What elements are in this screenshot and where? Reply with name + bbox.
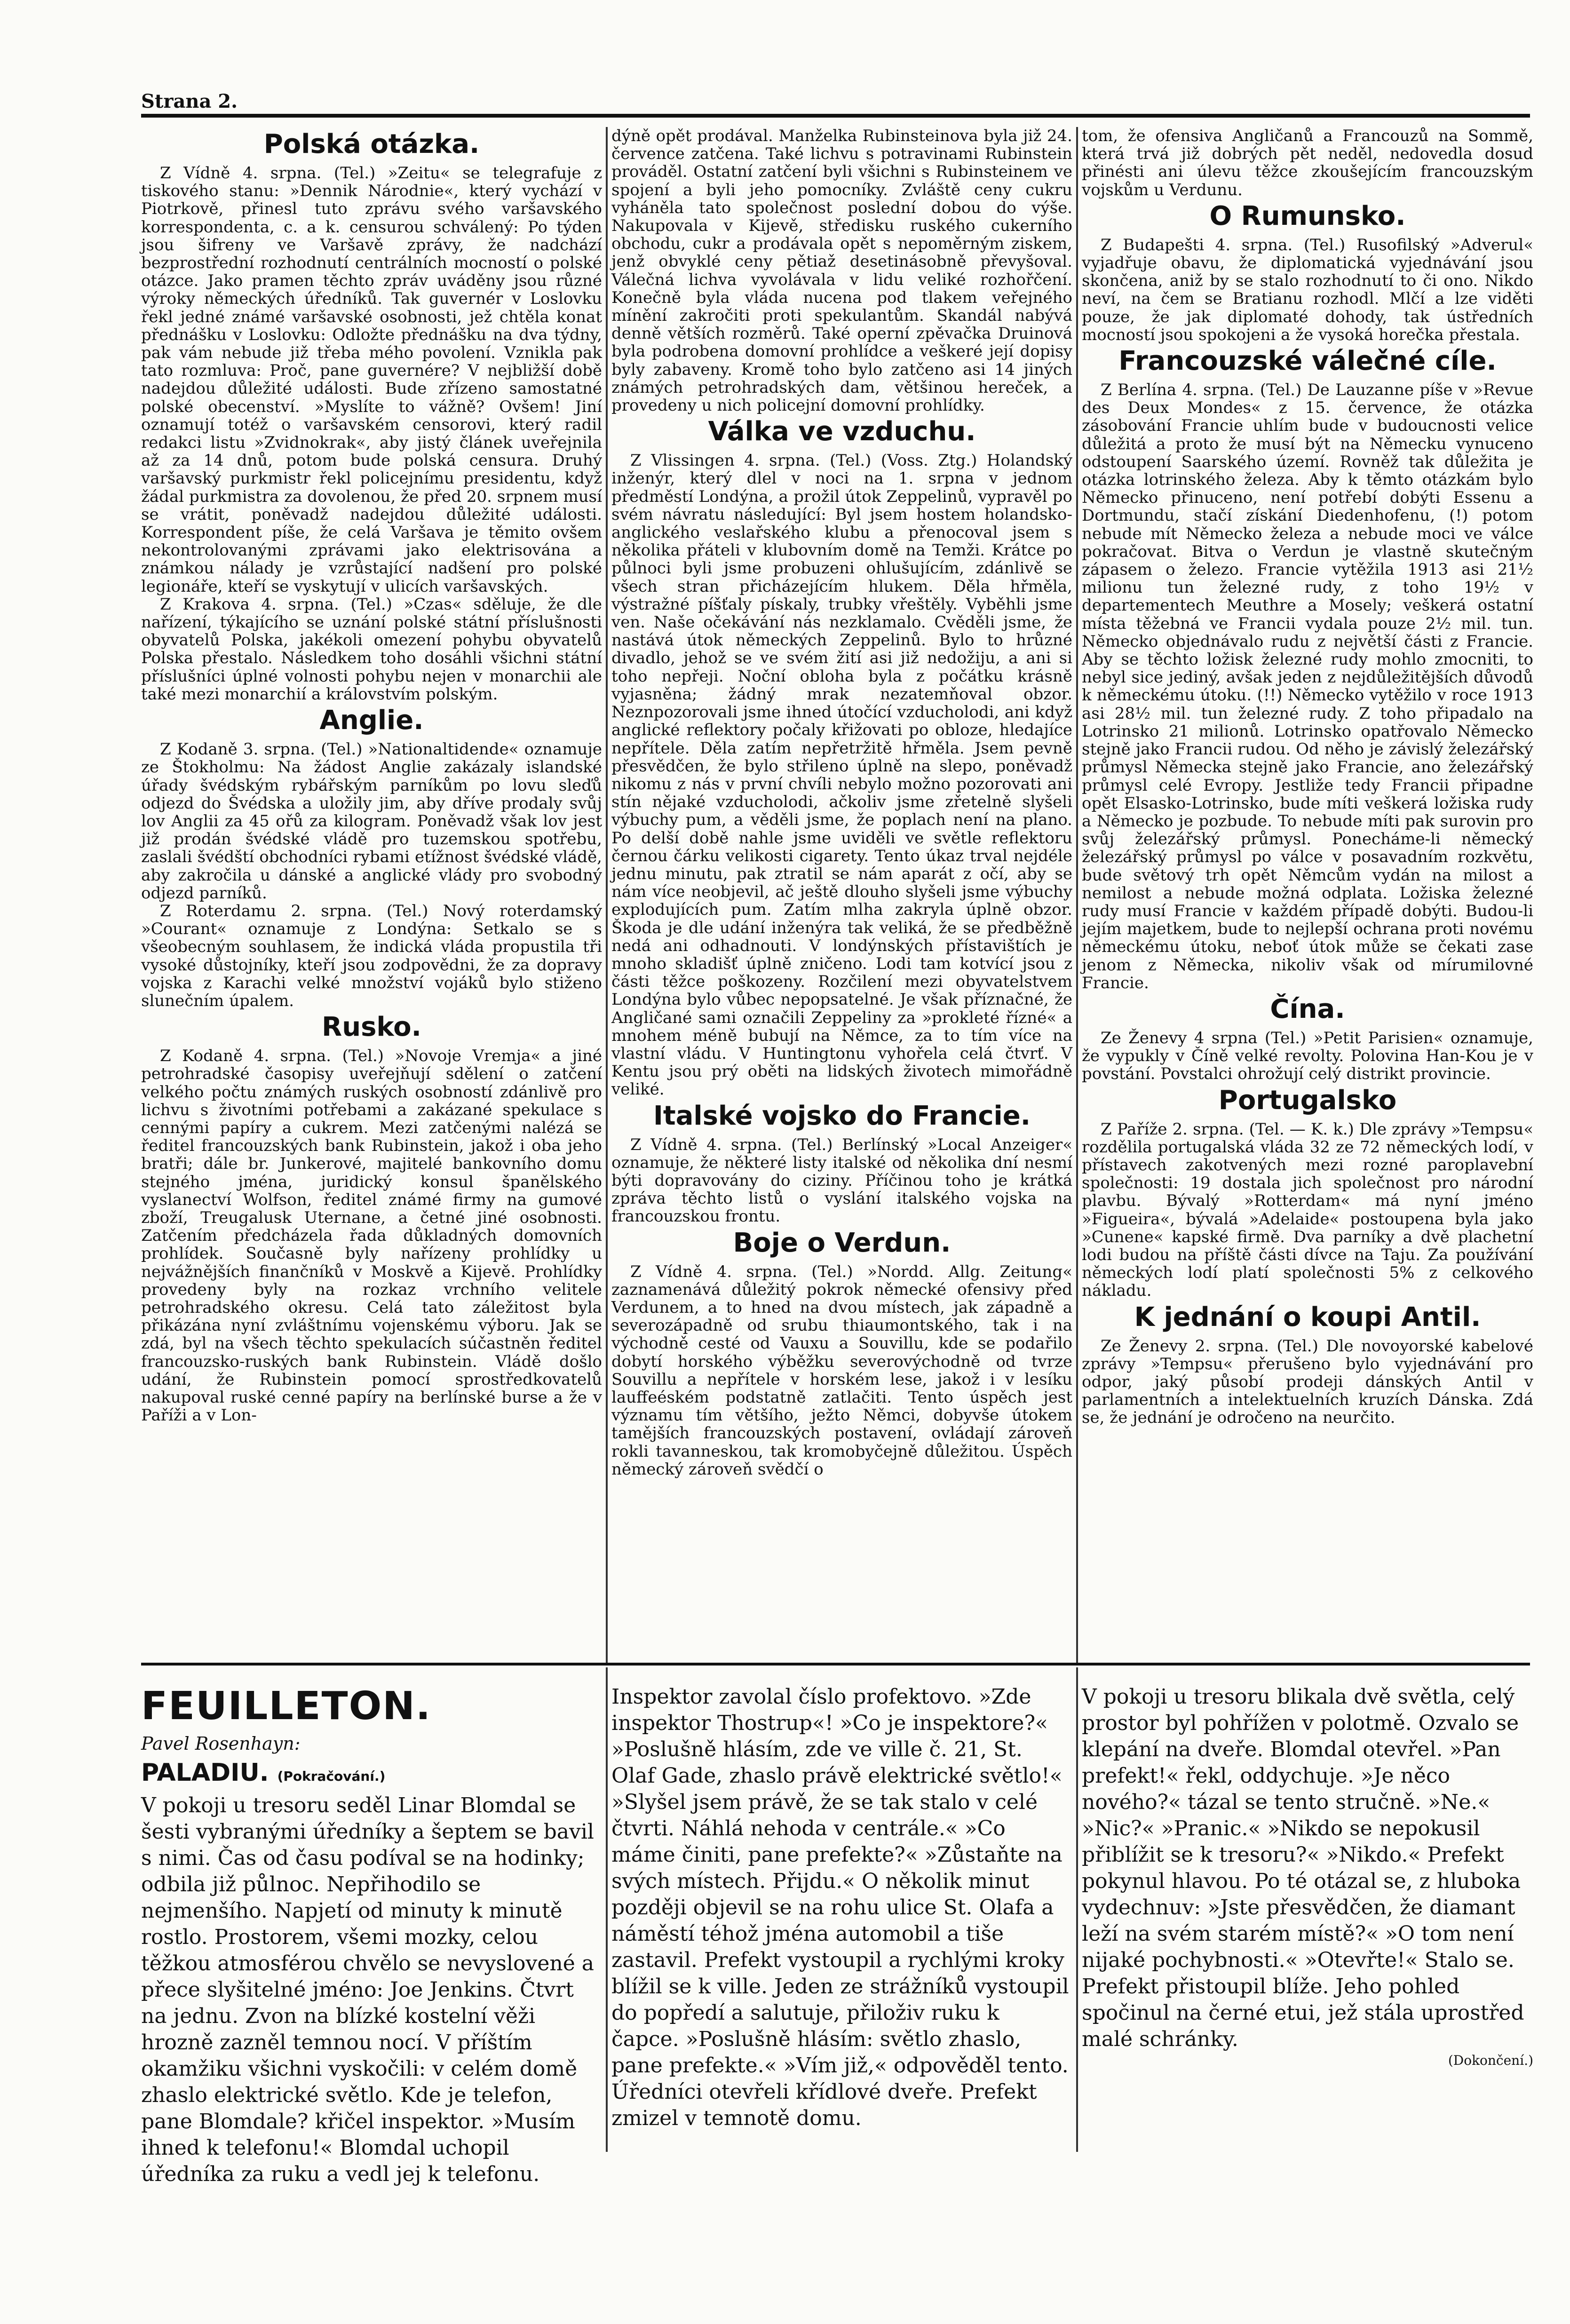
article-paragraph: Ze Ženevy 4 srpna (Tel.) »Petit Parisien« oznamuje, že vypukly v Číně velké revolty. Polovina Han-Kou je v povstání. Povstalci ohrožují celý distrikt provincie. [1082, 1028, 1533, 1084]
article-paragraph: tom, že ofensiva Angličanů a Francouzů na Sommě, která trvá již dobrých pět neděl, nedovedla dosud přinésti ani úlevu těžce zkoušejícím francouzským vojskům u Verdunu. [1082, 127, 1533, 199]
heading-antilles: K jednání o koupi Antil. [1134, 1301, 1481, 1333]
heading-england: Anglie. [319, 705, 424, 736]
article-paragraph: Z Kodaně 3. srpna. (Tel.) »Nationaltidende« oznamuje ze Štokholmu: Na žádost Anglie zakázaly islandské úřady švédským rybářským parníkům po lovu sleďů odjezd do Švédska a uložily jim, aby dříve prodaly svůj lov Anglii za 45 ořů za kilogram. Poněvadž však lov jest již prodán švédské vládě pro tuzemskou spotřebu, zaslali švédští obchodníci rybami etížnost švédské vládě, aby zakročila u dánské a anglické vlády pro svobodný odjezd parníků. [141, 740, 602, 903]
column-rule [1076, 127, 1078, 1665]
column-1 [141, 127, 602, 1659]
column-2 [611, 127, 1072, 1659]
article-paragraph: Z Vídně 4. srpna. (Tel.) »Zeitu« se telegrafuje z tiskového stanu: »Dennik Národnie«, který vychází v Piotrkově, přinesl tuto zprávu svého varšavského korrespondenta, c. a k. censurou schválený: Po týden jsou šifreny ve Varšavě zprávy, že nadchází bezprostřední rozhodnutí centrálních mocností o polské otázce. Jako pramen těchto zpráv uváděny jsou různé výroky německých úředníků. Tak guvernér v Loslovku řekl jedné známé varšavské osobnosti, jež chtěla konat přednášku v Loslovku: Odložte přednášku na dva týdny, pak vám nebude již třeba mého povolení. Vznikla pak tato rozmluva: Proč, pane guvernére? V nejbližší době nadejdou důležité události. Bude zřízeno samostatné polské obecenství. »Myslíte to vážně? Ovšem! Jiní oznamují totéž o varšavském censorovi, který radil redakci listu »Zvidnokrak«, aby jistý článek uveřejnila až za 14 dnů, potom bude polská censura. Druhý varšavský purkmistr řekl policejnímu presidentu, když žádal purkmistra za dovolenou, že před 20. srpnem musí se vrátit, poněvadž nadejdou důležité události. Korrespondent píše, že celá Varšava je těmito ovšem nekontrolovanými zprávami jako elektrisována a známkou nálady je vzrůstající nadšení pro polské legionáře, kteří se vyskytují v ulicích varšavských. [141, 164, 602, 596]
column-rule [606, 1667, 608, 2152]
feuilleton-title-text: PALADIU. [141, 1759, 269, 1787]
article-paragraph: dýně opět prodával. Manželka Rubinsteinova byla již 24. července zatčena. Také lichvu s potravinami Rubinstein prováděl. Ostatní zatčení byli všichni s Rubinsteinem ve spojení a byli jeho pomocníky. Zvláště ceny cukru vyháněla tato společnost poslední dobou do výše. Nakupovala v Kijevě, středisku ruského cukerního obchodu, cukr a prodávala opět s nepoměrným ziskem, jenž obvyklé ceny pětiaž desetinásobně převyšoval. Válečná lichva vyvolávala v lidu veliké rozhořčení. Konečně byla vláda nucena pod tlakem veřejného mínění zakročiti proti spekulantům. Skandál nabývá denně větších rozměrů. Také operní zpěvačka Druinová byla podrobena domovní prohlídce a veškeré její dopisy byly zabaveny. Kromě toho bylo zatčeno asi 14 jiných známých petrohradských dam, většinou hereček, a provedeny u nich policejní domovní prohlídky. [611, 127, 1072, 415]
feuilleton-end-note: (Dokončení.) [1448, 2053, 1533, 2068]
article-paragraph: Z Kodaně 4. srpna. (Tel.) »Novoje Vremja« a jiné petrohradské časopisy uveřejňují sdělení o zatčení velkého počtu známých ruských osobností zdánlivě pro lichvu s životními potřebami a zakázané spekulace s cennými papíry a cukrem. Mezi zatčenými nalézá se ředitel francouzských bank Rubinstein, jakož i oba jeho bratři; dále br. Junkerové, majitelé bankovního domu stejného jména, juridický konsul španělského vyslanectví Wolfson, ředitel známé firmy na gumové zboží, Treugalusk Uternane, a četné jiné osobnosti. Zatčením předcházela řada důkladných domovních prohlídek. Současně byly nařízeny prohlídky u nejvážnějších finančníků v Moskvě a Kijevě. Prohlídky provedeny byly na rozkaz vrchního velitele petrohradského okresu. Celá tato záležitost byla přikázána nyní zvláštnímu vojenskému výboru. Jak se zdá, byl na všech těchto spekulacích súčastněn ředitel francouzsko-ruských bank Rubinstein. Vládě došlo udání, že Rubinstein pomocí sprostředkovatelů nakupoval ruské cenné papíry na berlínské burse a že v Paříži a v Lon- [141, 1047, 602, 1425]
feuilleton-heading: FEUILLETON. [141, 1684, 432, 1729]
article-paragraph: Z Paříže 2. srpna. (Tel. — K. k.) Dle zprávy »Tempsu« rozdělila portugalská vláda 32 ze 72 německých lodí, v přístavech zakotvených mezi rozné paroplavební společnosti: 19 dostala jich společnost pro národní plavbu. Bývalý »Rotterdam« má nyní jméno »Figueira«, bývalá »Adelaide« postoupena byla jako »Cunene« kapské firmě. Dva parníky a dvě plachetní lodi budou na příště části dívce na Taju. Za používání německých lodí platí společnosti 5% z celkového nákladu. [1082, 1119, 1533, 1301]
feuilleton-title [141, 1759, 602, 1787]
article-paragraph: Z Berlína 4. srpna. (Tel.) De Lauzanne píše v »Revue des Deux Mondes« z 15. července, že otázka zásobování Francie uhlím bude v budoucnosti velice důležitá a proto že musí být na Německu vynuceno odstoupení Saarského území. Rovněž tak důležita je otázka lotrinského železa. Aby k těmto otázkám bylo Německo přinuceno, není potřebí dobýti Essenu a Dortmundu, stačí získání Diedenhofenu, (!) potom nebude mít Německo železa a nebude moci ve válce pokračovat. Bitva o Verdun je vlastně skutečným zápasem o železo. Francie vytěžila 1913 asi 21½ milionu tun železné rudy, z toho 19½ v departementech Meuthre a Mosely; veškerá ostatní místa těžebná ve Francii vydala pouze 2½ mil. tun. Německo objednávalo rudu z největší části z Francie. Aby se těchto ložisk železné rudy mohlo zmocniti, to nebyl sice jediný, avšak jeden z nejdůležitějších důvodů k německému útoku. (!!) Německo vytěžilo v roce 1913 asi 28½ mil. tun železné rudy. Z toho připadalo na Lotrinsko 21 milionů. Lotrinsko opatřovalo Německo stejně jako Francii rudou. Od něho je závislý železářský průmysl Německa stejně jako Francie, ano železářský průmysl celé Evropy. Jestliže tedy Francii připadne opět Elsasko-Lotrinsko, bude míti veškerá ložiska rudy a Německo je pozbude. To nebude míti pak surovin pro svůj železářský průmysl. Ponecháme-li německý železářský průmysl po válce v posavadním rozkvětu, bude světový trh opět Němcům vydán na milost a nemilost a nebude možná odplata. Ložiska železné rudy musí Francie v každém případě dobýti. Budou-li jejím majetkem, bude to nejlepší ochrana proti novému německému útoku, neboť útok může se čekati zase jenom z Německa, nikoliv však od mírumilovné Francie. [1082, 381, 1533, 992]
feuilleton-text: V pokoji u tresoru seděl Linar Blomdal se šesti vybranými úředníky a šeptem se bavil s nimi. Čas od času podíval se na hodinky; odbila již půlnoc. Nepřihodilo se nejmenšího. Napjetí od minuty k minutě rostlo. Prostorem, všemi mozky, celou těžkou atmosférou chvělo se nevyslovené a přece slyšitelné jméno: Joe Jenkins. Čtvrt na jednu. Zvon na blízké kostelní věži hrozně zazněl temnou nocí. V příštím okamžiku všichni vyskočili: v celém domě zhaslo elektrické světlo. Kde je telefon, pane Blomdale? křičel inspektor. »Musím ihned k telefonu!« Blomdal uchopil úředníka za ruku a vedl jej k telefonu. [141, 1793, 595, 2186]
feuilleton-continued: (Pokračování.) [277, 1769, 386, 1784]
heading-french-war-aims: Francouzské válečné cíle. [1118, 346, 1497, 377]
feuilleton-text: V pokoji u tresoru blikala dvě světla, celý prostor byl pohřížen v polotmě. Ozvalo se klepání na dveře. Blomdal otevřel. »Pan prefekt!« řekl, oddychuje. »Je něco nového?« tázal se tento stručně. »Ne.« »Nic?« »Pranic.« »Nikdo se nepokusil přiblížit se k tresoru?« »Nikdo.« Prefekt pokynul hlavou. Po té otázal se, z hluboka vydechnuv: »Jste přesvědčen, že diamant leží na svém starém místě?« »O tom není nijaké pochybnosti.« »Otevřte!« Stalo se. Prefekt přistoupil blíže. Jeho pohled spočinul na černé etui, jež stála uprostřed malé schránky. [1082, 1685, 1524, 2051]
feuilleton-column-1 [141, 1684, 602, 2186]
top-rule [141, 114, 1530, 118]
article-paragraph: Z Budapešti 4. srpna. (Tel.) Rusofilský »Adverul« vyjadřuje obavu, že diplomatická vyjednávání jsou skončena, aniž by se stalo rozhodnutí to či ono. Nikdo neví, na čem se Bratianu rozhodl. Mlčí a lze viděti pouze, že jak diplomaté dohody, tak ústředních mocností jsou spokojeni a že vysoká horečka přestala. [1082, 235, 1533, 344]
column-rule [1076, 1667, 1078, 2152]
feuilleton-column-3 [1082, 1684, 1533, 2154]
feuilleton-author: Pavel Rosenhayn: [141, 1733, 301, 1754]
feuilleton-column-2 [611, 1684, 1072, 2154]
column-3 [1082, 127, 1533, 1659]
heading-italian-army: Italské vojsko do Francie. [653, 1100, 1031, 1131]
article-paragraph: Z Krakova 4. srpna. (Tel.) »Czas« sděluje, že dle nařízení, týkajícího se uznání polské státní příslušnosti obyvatelů Polska, jakékoli omezení pohybu obyvatelů Polska přestalo. Následkem toho dosáhli všichni státní příslušníci úplné volnosti pohybu nejen v monarchii ale také mezi monarchií a královstvím polským. [141, 595, 602, 704]
heading-portugal: Portugalsko [1218, 1085, 1397, 1116]
article-paragraph: Ze Ženevy 2. srpna. (Tel.) Dle novoyorské kabelové zprávy »Tempsu« přerušeno bylo vyjednávání pro odpor, jaký působí prodeji dánských Antil v parlamentních a intelektuelních kruzích Dánska. Zdá se, že jednání je odročeno na neurčito. [1082, 1336, 1533, 1428]
article-paragraph: Z Vídně 4. srpna. (Tel.) Berlínský »Local Anzeiger« oznamuje, že některé listy italské od několika dní nesmí býti dopravovány do ciziny. Příčinou toho je krátká zpráva těchto listů o vyslání italského vojska na francouzskou frontu. [611, 1135, 1072, 1226]
heading-air-war: Válka ve vzduchu. [708, 416, 976, 447]
page-number: Strana 2. [141, 90, 238, 112]
heading-verdun: Boje o Verdun. [733, 1227, 951, 1258]
article-paragraph: Z Vídně 4. srpna. (Tel.) »Nordd. Allg. Zeitung« zaznamenává důležitý pokrok německé ofensivy před Verdunem, a to hned na dvou místech, jak západně a severozápadně od srubu thiaumontského, tak i na východně cesté od Vauxu a Souvillu, kde se podařilo dobytí horského výběžku severovýchodně od tvrze Souvillu a nepřítele v horském lese, jakož i v lesíku lauffeéském podstatně zatlačiti. Tento úspěch jest významu tím většího, ježto Němci, dobyvše útokem tamějších francouzských postavení, ovládají zároveň rokli tavanneskou, tak kromobyčejně důležitou. Úspěch německý zároveň svědčí o [611, 1262, 1072, 1479]
feuilleton-rule [141, 1663, 1530, 1666]
article-paragraph: Z Roterdamu 2. srpna. (Tel.) Nový roterdamský »Courant« oznamuje z Londýna: Setkalo se s všeobecným souhlasem, že indická vláda propustila tři vysoké důstojníky, kteří jsou zodpovědni, že za dopravy vojska z Karachi velké množství vojáků bylo stiženo slunečním úpalem. [141, 901, 602, 1010]
column-rule [606, 127, 608, 1665]
heading-polish-question: Polská otázka. [263, 129, 480, 159]
article-paragraph: Z Vlissingen 4. srpna. (Tel.) (Voss. Ztg.) Holandský inženýr, který dlel v noci na 1. srpna v jednom předměstí Londýna, a prožil útok Zeppelinů, vypravěl po svém návratu následující: Byl jsem hostem holandsko-anglického veslařského klubu a přenocoval jsem s několika přáteli v klubovním domě na Temži. Krátce po půlnoci byli jsme probuzeni ohlušujícím, zdánlivě se všech stran přicházejícím hlukem. Děla hřměla, výstražné píšťaly pískaly, trubky vřeštěly. Vyběhli jsme ven. Naše očekávání nás nezklamalo. Cvěděli jsme, že nastává útok německých Zeppelinů. Bylo to hrůzné divadlo, jehož se ve svém žití asi již nedožiju, a ani si toho nepřeji. Noční obloha byla z počátku krásně vyjasněna; žádný mrak nezatemňoval obzor. Neznpozorovali jsme ihned útočící vzducholodi, ani když anglické reflektory počaly křižovati po obloze, hledajíce nepřítele. Děla zatím nepřetržitě hřměla. Jsem pevně přesvědčen, že bylo střileno úplně na slepo, poněvadž nikomu z nás v první chvíli nebylo možno pozorovati ani stín nějaké vzducholodi, ačkoliv jsme zřetelně slyšeli výbuchy pum, a věděli jsme, že poplach není na plano. Po delší době nahle jsme uviděli ve světle reflektoru černou čárku velikosti cigarety. Tento úkaz trval nejdéle jednu minutu, pak ztratil se nám aparát z očí, aby se nám více neobjevil, ač ještě dlouho slyšeli jsme výbuchy explodujících pum. Zatím mlha zakryla úplně obzor. Škoda je dle udání inženýra tak veliká, že se předběžně nedá ani odhadnouti. V londýnských přístavištích je mnoho skladišť úplně zničeno. Lodi tam kotvící jsou z části těžce poškozeny. Rozčilení mezi obyvatelstvem Londýna bylo vůbec nepopsatelné. Je však příznačné, že Angličané sami označili Zeppeliny za »prokleté řízné« a mnohem méně bubují na Němce, za to tím více na vlastní vládu. V Huntingtonu vyhořela celá čtvrť. V Kentu jsou prý oběti na lidských životech mimořádně veliké. [611, 451, 1072, 1099]
heading-romania: O Rumunsko. [1209, 200, 1406, 231]
heading-china: Čína. [1270, 993, 1345, 1024]
heading-russia: Rusko. [322, 1012, 421, 1043]
feuilleton-text: Inspektor zavolal číslo profektovo. »Zde inspektor Thostrup«! »Co je inspektore?« »Poslušně hlásím, zde ve ville č. 21, St. Olaf Gade, zhaslo právě elektrické světlo!« »Slyšel jsem právě, že se tak stalo v celé čtvrti. Náhlá nehoda v centrále.« »Co máme činiti, pane prefekte?« »Zůstaňte na svých místech. Přijdu.« O několik minut později objevil se na rohu ulice St. Olafa a náměstí téhož jména automobil a tiše zastavil. Prefekt vystoupil a rychlými kroky blížil se k ville. Jeden ze strážníků vystoupil do popředí a salutuje, přiloživ ruku k čapce. »Poslušně hlásím: světlo zhaslo, pane prefekte.« »Vím již,« odpověděl tento. Úředníci otevřeli křídlové dveře. Prefekt zmizel v temnotě domu. [611, 1685, 1069, 2130]
